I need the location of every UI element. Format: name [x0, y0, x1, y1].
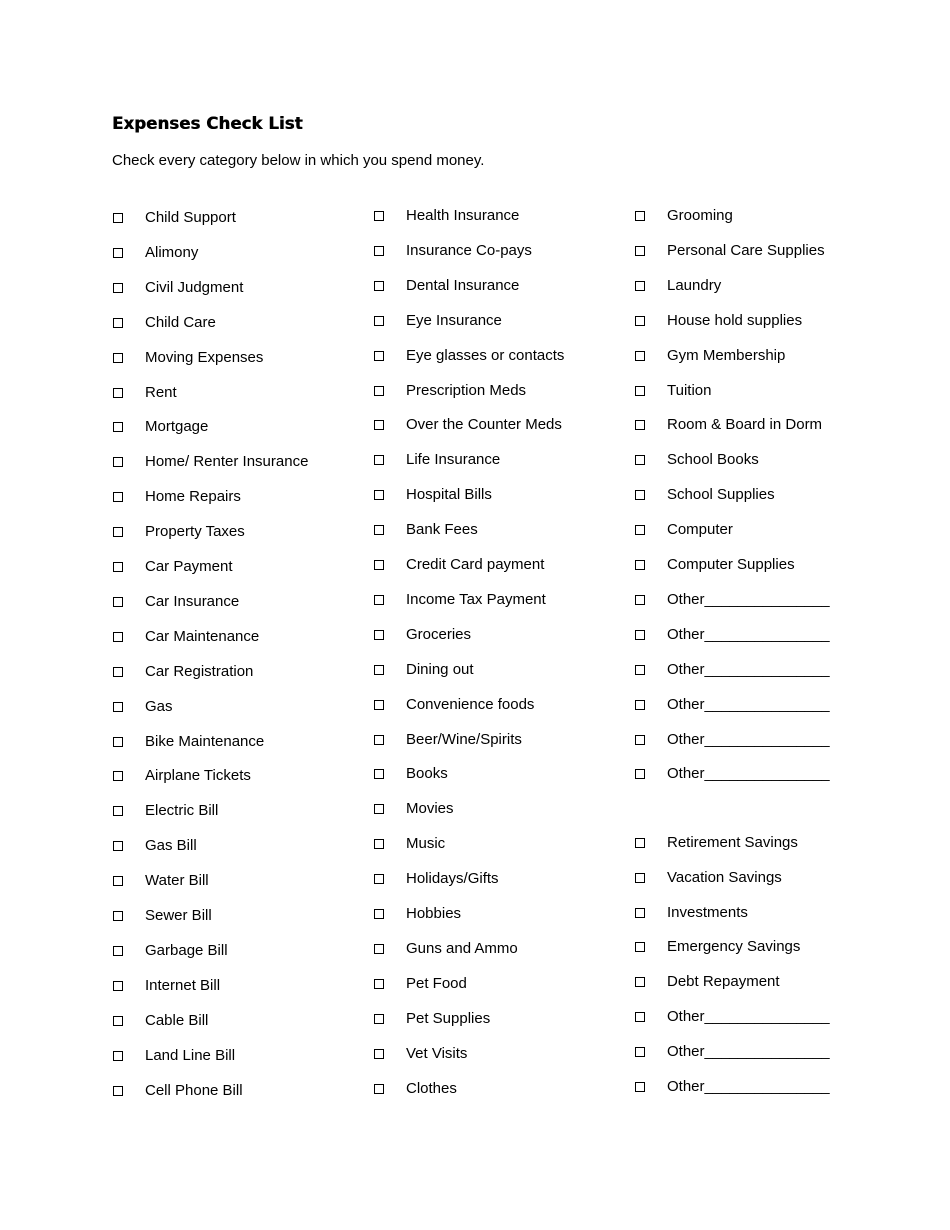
checklist-item-label: Cell Phone Bill — [145, 1081, 243, 1099]
checklist-item-label: Other_______________ — [667, 1042, 830, 1060]
checkbox-icon[interactable] — [113, 632, 123, 642]
checklist-item-tuition[interactable] — [635, 380, 885, 402]
checkbox-icon[interactable] — [113, 562, 123, 572]
checkbox-icon[interactable] — [374, 1049, 384, 1059]
checklist-item-label: Other_______________ — [667, 590, 830, 608]
checklist-item-label: Health Insurance — [406, 207, 520, 224]
checklist-item-label: Gas — [145, 697, 173, 715]
checklist-item-room-board-in-dorm[interactable] — [635, 414, 885, 436]
checklist-item-label: Tuition — [667, 381, 712, 399]
checklist-item-label: Music — [406, 835, 446, 853]
checkbox-icon[interactable] — [113, 1016, 123, 1026]
checkbox-icon[interactable] — [374, 281, 384, 291]
checklist-item-other[interactable] — [635, 1006, 885, 1028]
checklist-item-label: Car Payment — [145, 558, 233, 575]
checklist-item-other[interactable] — [635, 694, 885, 716]
checklist-item-bank-fees[interactable] — [374, 519, 624, 541]
checklist-item-pet-food[interactable] — [374, 973, 624, 995]
checklist-item-label: Books — [406, 765, 448, 783]
checklist-item-car-insurance[interactable] — [113, 591, 363, 613]
checklist-item-hobbies[interactable] — [374, 903, 624, 925]
checkbox-icon[interactable] — [374, 316, 384, 326]
checkbox-icon[interactable] — [113, 388, 123, 398]
checklist-item-label: Airplane Tickets — [145, 767, 251, 785]
checklist-item-debt-repayment[interactable] — [635, 971, 885, 993]
checklist-item-label: Grooming — [667, 207, 733, 224]
checklist-item-property-taxes[interactable] — [113, 521, 363, 543]
checkbox-icon[interactable] — [374, 909, 384, 919]
checklist-item-label: Groceries — [406, 625, 472, 643]
checkbox-icon[interactable] — [374, 246, 384, 256]
checklist-item-computer-supplies[interactable] — [635, 554, 885, 576]
checkbox-icon[interactable] — [113, 353, 123, 363]
checklist-item-label: Sewer Bill — [145, 907, 212, 924]
checkbox-icon[interactable] — [113, 213, 123, 223]
checklist-item-label: Car Registration — [145, 662, 254, 680]
checklist-item-gas-bill[interactable] — [113, 835, 363, 857]
checklist-item-pet-supplies[interactable] — [374, 1008, 624, 1030]
checklist-item-car-payment[interactable] — [113, 556, 363, 578]
checkbox-icon[interactable] — [635, 838, 645, 848]
checklist-item-convenience-foods[interactable] — [374, 694, 624, 716]
checklist-item-label: Child Support — [145, 209, 236, 226]
checklist-item-label: Debt Repayment — [667, 973, 780, 991]
checklist-item-label: Dental Insurance — [406, 276, 520, 294]
checkbox-icon[interactable] — [635, 316, 645, 326]
checklist-item-water-bill[interactable] — [113, 870, 363, 892]
checklist-item-bike-maintenance[interactable] — [113, 731, 363, 753]
checklist-item-label: Income Tax Payment — [406, 590, 546, 608]
checklist-item-car-maintenance[interactable] — [113, 626, 363, 648]
checklist-item-other[interactable] — [635, 589, 885, 611]
checkbox-icon[interactable] — [113, 981, 123, 991]
checkbox-icon[interactable] — [635, 420, 645, 430]
checklist-item-label: Dining out — [406, 660, 474, 678]
checklist-item-label: Property Taxes — [145, 523, 245, 541]
checklist-item-label: Computer — [667, 521, 733, 539]
checklist-item-other[interactable] — [635, 1076, 885, 1098]
checklist-item-airplane-tickets[interactable] — [113, 765, 363, 787]
checklist-item-label: Pet Food — [406, 974, 467, 992]
checkbox-icon[interactable] — [113, 248, 123, 258]
checklist-item-credit-card-payment[interactable] — [374, 554, 624, 576]
checkbox-icon[interactable] — [113, 492, 123, 502]
checkbox-icon[interactable] — [374, 1014, 384, 1024]
checklist-item-label: Eye Insurance — [406, 311, 502, 329]
checklist-item-label: Beer/Wine/Spirits — [406, 730, 522, 748]
checklist-item-label: Prescription Meds — [406, 381, 527, 399]
checklist-item-label: Home/ Renter Insurance — [145, 453, 309, 471]
checkbox-icon[interactable] — [374, 560, 384, 570]
checklist-item-sewer-bill[interactable] — [113, 905, 363, 927]
checklist-item-gas[interactable] — [113, 696, 363, 718]
checklist-item-label: Insurance Co-pays — [406, 241, 532, 259]
checklist-item-prescription-meds[interactable] — [374, 380, 624, 402]
checkbox-icon[interactable] — [374, 874, 384, 884]
checkbox-icon[interactable] — [113, 876, 123, 886]
checklist-item-home-renter-insurance[interactable] — [113, 451, 363, 473]
checkbox-icon[interactable] — [374, 386, 384, 396]
checklist-item-label: School Supplies — [667, 486, 775, 504]
checklist-item-movies[interactable] — [374, 798, 624, 820]
checkbox-icon[interactable] — [635, 525, 645, 535]
checkbox-icon[interactable] — [635, 1082, 645, 1092]
checklist-item-label: Personal Care Supplies — [667, 241, 825, 259]
checklist-item-cable-bill[interactable] — [113, 1010, 363, 1032]
checkbox-icon[interactable] — [374, 595, 384, 605]
checkbox-icon[interactable] — [113, 946, 123, 956]
checklist-item-other[interactable] — [635, 624, 885, 646]
checklist-item-label: Other_______________ — [667, 625, 830, 643]
checklist-item-label: Guns and Ammo — [406, 939, 518, 957]
checklist-item-label: Other_______________ — [667, 730, 830, 748]
checklist-item-label: Laundry — [667, 276, 722, 294]
checkbox-icon[interactable] — [374, 420, 384, 430]
checkbox-icon[interactable] — [635, 1012, 645, 1022]
checklist-item-school-books[interactable] — [635, 449, 885, 471]
checkbox-icon[interactable] — [635, 281, 645, 291]
checkbox-icon[interactable] — [635, 700, 645, 710]
checklist-item-label: Pet Supplies — [406, 1009, 491, 1027]
checklist-item-music[interactable] — [374, 833, 624, 855]
checklist-item-other[interactable] — [635, 729, 885, 751]
checkbox-icon[interactable] — [635, 908, 645, 918]
checklist-item-label: Clothes — [406, 1079, 457, 1097]
checklist-item-label: Retirement Savings — [667, 834, 798, 851]
checklist-item-label: Other_______________ — [667, 1077, 830, 1095]
checklist-item-label: Alimony — [145, 243, 199, 261]
checkbox-icon[interactable] — [374, 490, 384, 500]
checklist-item-label: Water Bill — [145, 872, 209, 890]
checklist-item-cell-phone-bill[interactable] — [113, 1080, 363, 1102]
checklist-item-label: Vacation Savings — [667, 868, 782, 886]
checklist-item-investments[interactable] — [635, 902, 885, 924]
checkbox-icon[interactable] — [374, 665, 384, 675]
checklist-item-alimony[interactable] — [113, 242, 363, 264]
checkbox-icon[interactable] — [374, 1084, 384, 1094]
checklist-item-gym-membership[interactable] — [635, 345, 885, 367]
checklist-item-personal-care-supplies[interactable] — [635, 240, 885, 262]
checklist-item-label: Civil Judgment — [145, 278, 244, 296]
checklist-item-other[interactable] — [635, 1041, 885, 1063]
checklist-item-label: Other_______________ — [667, 695, 830, 713]
checklist-item-label: Internet Bill — [145, 976, 221, 994]
checkbox-icon[interactable] — [113, 1086, 123, 1096]
checklist-item-label: House hold supplies — [667, 311, 803, 329]
checklist-item-emergency-savings[interactable] — [635, 936, 885, 958]
checkbox-icon[interactable] — [374, 455, 384, 465]
checkbox-icon[interactable] — [374, 211, 384, 221]
checklist-item-holidays-gifts[interactable] — [374, 868, 624, 890]
checklist-item-land-line-bill[interactable] — [113, 1045, 363, 1067]
checklist-item-home-repairs[interactable] — [113, 486, 363, 508]
checklist-item-label: Child Care — [145, 313, 216, 331]
checklist-item-hospital-bills[interactable] — [374, 484, 624, 506]
checkbox-icon[interactable] — [113, 911, 123, 921]
checklist-item-label: Life Insurance — [406, 451, 501, 469]
checklist-item-label: Gas Bill — [145, 837, 197, 855]
checklist-item-label: Moving Expenses — [145, 348, 264, 366]
checklist-item-internet-bill[interactable] — [113, 975, 363, 997]
checkbox-icon[interactable] — [374, 630, 384, 640]
checkbox-icon[interactable] — [635, 351, 645, 361]
checklist-item-beer-wine-spirits[interactable] — [374, 729, 624, 751]
checkbox-icon[interactable] — [113, 841, 123, 851]
checklist-item-income-tax-payment[interactable] — [374, 589, 624, 611]
checklist-item-civil-judgment[interactable] — [113, 277, 363, 299]
checklist-item-label: Electric Bill — [145, 802, 219, 820]
checklist-item-label: Other_______________ — [667, 1008, 830, 1025]
checkbox-icon[interactable] — [113, 457, 123, 467]
checkbox-icon[interactable] — [635, 769, 645, 779]
checklist-item-eye-insurance[interactable] — [374, 310, 624, 332]
checklist-item-label: Holidays/Gifts — [406, 870, 499, 888]
checkbox-icon[interactable] — [635, 386, 645, 396]
checkbox-icon[interactable] — [374, 351, 384, 361]
checklist-item-clothes[interactable] — [374, 1078, 624, 1100]
checklist-item-groceries[interactable] — [374, 624, 624, 646]
checklist-item-label: Cable Bill — [145, 1011, 209, 1029]
checkbox-icon[interactable] — [635, 735, 645, 745]
checkbox-icon[interactable] — [113, 806, 123, 816]
checklist-item-garbage-bill[interactable] — [113, 940, 363, 962]
checklist-item-label: Room & Board in Dorm — [667, 416, 823, 434]
checklist-item-school-supplies[interactable] — [635, 484, 885, 506]
checklist-item-label: Bike Maintenance — [145, 732, 265, 750]
checkbox-icon[interactable] — [374, 525, 384, 535]
checklist-item-health-insurance[interactable] — [374, 205, 624, 227]
checklist-item-rent[interactable] — [113, 382, 363, 404]
checkbox-icon[interactable] — [635, 942, 645, 952]
checkbox-icon[interactable] — [374, 979, 384, 989]
checkbox-icon[interactable] — [374, 700, 384, 710]
checklist-item-label: School Books — [667, 451, 759, 469]
checkbox-icon[interactable] — [635, 665, 645, 675]
checklist-item-label: Other_______________ — [667, 660, 830, 678]
checklist-item-label: Over the Counter Meds — [406, 416, 562, 434]
checklist-item-eye-glasses-or-contacts[interactable] — [374, 345, 624, 367]
checklist-item-life-insurance[interactable] — [374, 449, 624, 471]
checklist-item-retirement-savings[interactable] — [635, 832, 885, 854]
checkbox-icon[interactable] — [374, 944, 384, 954]
checklist-item-label: Car Insurance — [145, 592, 240, 610]
checklist-item-guns-and-ammo[interactable] — [374, 938, 624, 960]
checklist-item-label: Hospital Bills — [406, 486, 492, 504]
checkbox-icon[interactable] — [113, 318, 123, 328]
checklist-item-electric-bill[interactable] — [113, 800, 363, 822]
checklist-item-label: Convenience foods — [406, 695, 535, 713]
checklist-item-other[interactable] — [635, 659, 885, 681]
checklist-item-label: Garbage Bill — [145, 941, 228, 959]
checklist-item-label: Movies — [406, 800, 454, 818]
checkbox-icon[interactable] — [635, 246, 645, 256]
checklist-item-label: Land Line Bill — [145, 1046, 236, 1064]
checkbox-icon[interactable] — [374, 839, 384, 849]
checkbox-icon[interactable] — [635, 595, 645, 605]
checklist-item-moving-expenses[interactable] — [113, 347, 363, 369]
checkbox-icon[interactable] — [374, 735, 384, 745]
checklist-item-other[interactable] — [635, 763, 885, 785]
checklist-item-dining-out[interactable] — [374, 659, 624, 681]
checkbox-icon[interactable] — [113, 1051, 123, 1061]
checklist-item-label: Rent — [145, 383, 177, 401]
checklist-item-label: Other_______________ — [667, 765, 830, 783]
checkbox-icon[interactable] — [635, 977, 645, 987]
document-title: Expenses Check List — [112, 114, 303, 133]
checklist-item-car-registration[interactable] — [113, 661, 363, 683]
checklist-item-grooming[interactable] — [635, 205, 885, 227]
checkbox-icon[interactable] — [113, 667, 123, 677]
checkbox-icon[interactable] — [374, 769, 384, 779]
checklist-item-child-support[interactable] — [113, 207, 363, 229]
checklist-item-vet-visits[interactable] — [374, 1043, 624, 1065]
checklist-item-child-care[interactable] — [113, 312, 363, 334]
checkbox-icon[interactable] — [635, 490, 645, 500]
checklist-item-label: Mortgage — [145, 418, 209, 436]
checklist-item-label: Hobbies — [406, 905, 462, 922]
checkbox-icon[interactable] — [113, 702, 123, 712]
checklist-item-house-hold-supplies[interactable] — [635, 310, 885, 332]
checklist-item-label: Computer Supplies — [667, 556, 795, 573]
checklist-item-label: Eye glasses or contacts — [406, 346, 565, 364]
checklist-item-label: Car Maintenance — [145, 627, 260, 645]
checklist-item-laundry[interactable] — [635, 275, 885, 297]
checkbox-icon[interactable] — [635, 455, 645, 465]
instructions-text: Check every category below in which you spend money. — [112, 152, 485, 169]
checkbox-icon[interactable] — [374, 804, 384, 814]
checkbox-icon[interactable] — [113, 597, 123, 607]
checkbox-icon[interactable] — [113, 422, 123, 432]
checklist-item-label: Vet Visits — [406, 1044, 468, 1062]
checklist-item-label: Investments — [667, 903, 748, 921]
checklist-item-insurance-co-pays[interactable] — [374, 240, 624, 262]
checklist-item-computer[interactable] — [635, 519, 885, 541]
checkbox-icon[interactable] — [635, 1047, 645, 1057]
checklist-item-label: Emergency Savings — [667, 938, 801, 956]
checklist-item-mortgage[interactable] — [113, 416, 363, 438]
checklist-item-label: Home Repairs — [145, 488, 241, 506]
checklist-item-vacation-savings[interactable] — [635, 867, 885, 889]
checklist-item-label: Gym Membership — [667, 346, 786, 364]
checkbox-icon[interactable] — [113, 737, 123, 747]
checkbox-icon[interactable] — [113, 771, 123, 781]
checkbox-icon[interactable] — [635, 873, 645, 883]
checklist-item-label: Bank Fees — [406, 521, 478, 539]
checklist-item-label: Credit Card payment — [406, 556, 545, 573]
checkbox-icon[interactable] — [635, 560, 645, 570]
checkbox-icon[interactable] — [635, 630, 645, 640]
checklist-item-dental-insurance[interactable] — [374, 275, 624, 297]
checkbox-icon[interactable] — [113, 283, 123, 293]
checkbox-icon[interactable] — [113, 527, 123, 537]
checklist-item-over-the-counter-meds[interactable] — [374, 414, 624, 436]
checkbox-icon[interactable] — [635, 211, 645, 221]
checklist-item-books[interactable] — [374, 763, 624, 785]
